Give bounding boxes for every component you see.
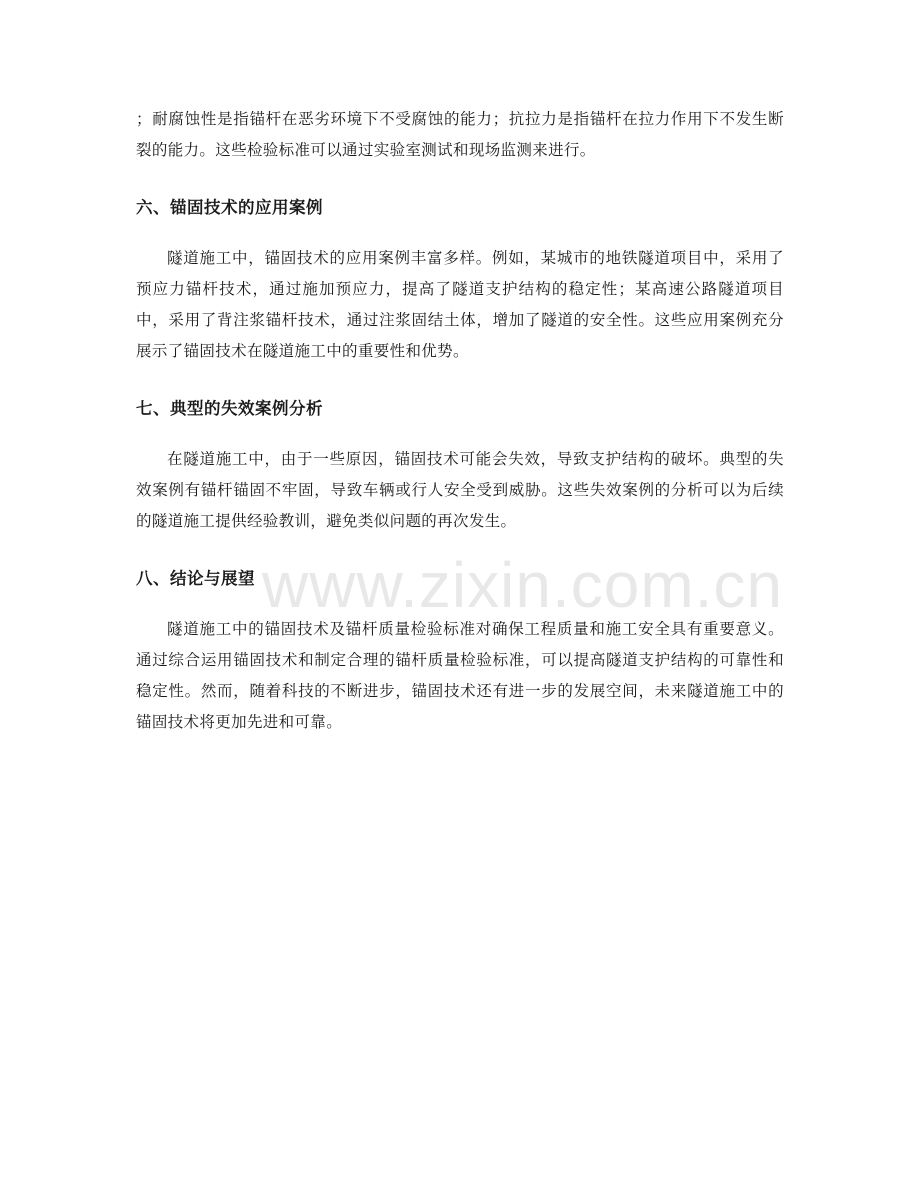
section-heading-6: 六、锚固技术的应用案例 xyxy=(136,198,323,217)
section-heading-8: 八、结论与展望 xyxy=(136,569,255,588)
section-body-8: 隧道施工中的锚固技术及锚杆质量检验标准对确保工程质量和施工安全具有重要意义。通过综合运用锚固技术和制定合理的锚杆质量检验标准，可以提高隧道支护结构的可靠性和稳定性。然而，随着科技的不断进步，锚固技术还有进一步的发展空间，未来隧道施工中的锚固技术将更加先进和可靠。 xyxy=(136,620,784,731)
watermark: www.zixin.com.cn xyxy=(262,549,783,621)
section-heading-7: 七、典型的失效案例分析 xyxy=(136,399,323,418)
document-page xyxy=(136,104,784,738)
paragraph-continuation: ；耐腐蚀性是指锚杆在恶劣环境下不受腐蚀的能力；抗拉力是指锚杆在拉力作用下不发生断裂的能力。这些检验标准可以通过实验室测试和现场监测来进行。 xyxy=(136,110,784,159)
section-body-6: 隧道施工中，锚固技术的应用案例丰富多样。例如，某城市的地铁隧道项目中，采用了预应力锚杆技术，通过施加预应力，提高了隧道支护结构的稳定性；某高速公路隧道项目中，采用了背注浆锚杆技术，通过注浆固结土体，增加了隧道的安全性。这些应用案例充分展示了锚固技术在隧道施工中的重要性和优势。 xyxy=(136,249,784,360)
section-body-7: 在隧道施工中，由于一些原因，锚固技术可能会失效，导致支护结构的破坏。典型的失效案例有锚杆锚固不牢固，导致车辆或行人安全受到威胁。这些失效案例的分析可以为后续的隧道施工提供经验教训，避免类似问题的再次发生。 xyxy=(136,450,784,530)
